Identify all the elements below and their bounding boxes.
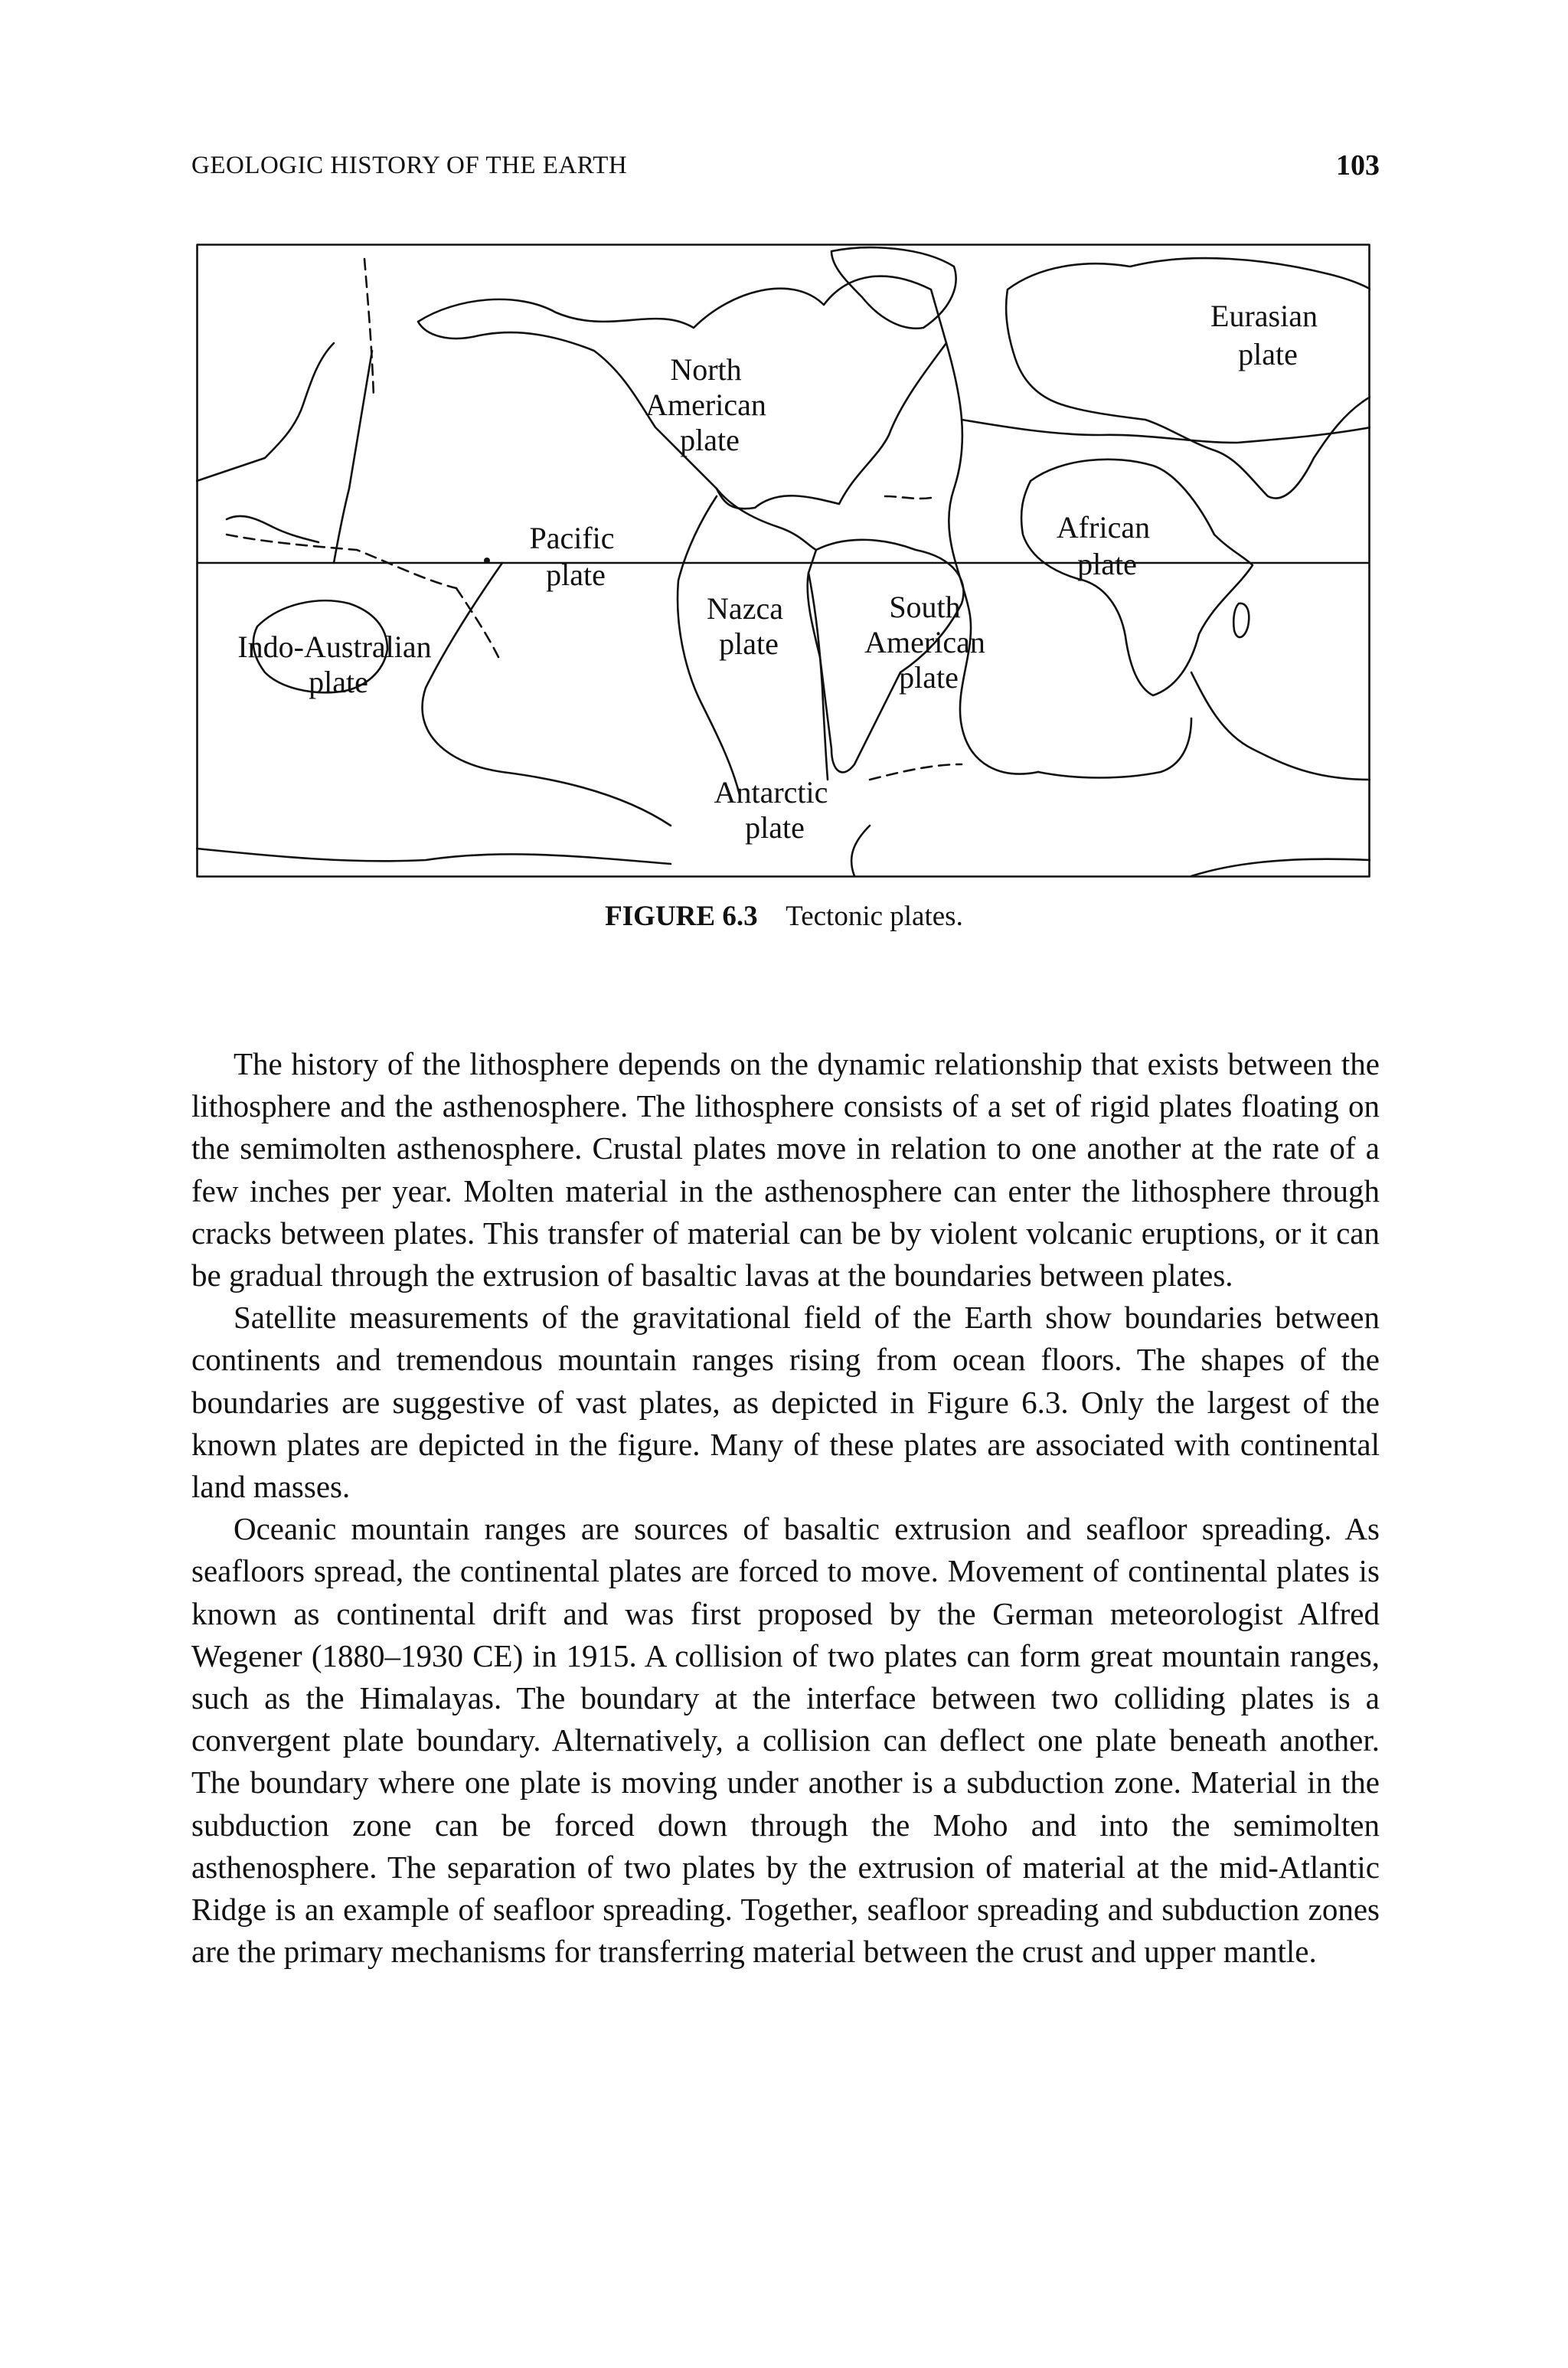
figure-caption: [0, 900, 1568, 933]
boundary-pacific-south: [423, 563, 671, 826]
label-south-american: South American plate: [864, 590, 985, 695]
page-number: 103: [1336, 149, 1380, 182]
figure-caption-text: Tectonic plates.: [786, 901, 963, 932]
boundary-trench-east-asia: [364, 259, 374, 397]
world-map: [196, 244, 1370, 878]
boundary-pacific-west: [334, 351, 372, 563]
boundary-mid-atlantic: [946, 343, 1038, 774]
boundary-indian-ridge: [1191, 672, 1370, 780]
label-north-american: North American plate: [645, 352, 766, 457]
boundary-scotia-arc: [870, 764, 962, 780]
label-nazca: Nazca plate: [707, 591, 783, 661]
paragraph-2: Satellite measurements of the gravitational field of the Earth show boundaries between continents and tremendous mountain ranges rising from ocean floors. The shapes of the boundaries are suggestive of vast plates, as depicted in Figure 6.3. Only the largest of the known plates are depicted in the figure. Many of these plates are associated with continental land masses.: [191, 1300, 1380, 1505]
east-asia-coast: [197, 343, 334, 542]
label-pacific: Pacific plate: [529, 521, 615, 592]
madagascar-coast: [1233, 603, 1249, 637]
boundary-trench-indonesia: [227, 535, 456, 588]
label-eurasian: Eurasian plate: [1210, 299, 1318, 371]
label-antarctic: Antarctic plate: [714, 775, 828, 845]
label-african: African plate: [1056, 510, 1151, 581]
body-text: [191, 1043, 1380, 1973]
label-indo-australian: Indo-Australian plate: [237, 630, 432, 699]
boundary-eurasia-africa: [962, 420, 1370, 443]
central-america-coast: [717, 489, 816, 550]
eurasia-coast: [1006, 258, 1370, 498]
boundary-african-south: [1038, 718, 1191, 778]
figure-number: FIGURE 6.3: [605, 901, 758, 932]
boundary-caribbean: [885, 496, 931, 499]
boundary-nazca-east: [808, 573, 828, 780]
paragraph-1: The history of the lithosphere depends on the dynamic relationship that exists between the lithosphere and the asthenosphere. The lithosphere consists of a set of rigid plates floating on the semimolten asthenosphere. Crustal plates move in relation to one another at the rate of a few inches per year. Molten material in the asthenosphere can enter the lithosphere through cracks between plates. This transfer of material can be by violent volcanic eruptions, or it can be gradual through the extrusion of basaltic lavas at the boundaries between plates.: [191, 1046, 1380, 1294]
running-head: [191, 149, 1380, 190]
tectonic-plates-figure: [196, 244, 1370, 878]
hawaii-dot: [484, 558, 490, 564]
africa-coast: [1021, 460, 1253, 695]
running-title: GEOLOGIC HISTORY OF THE EARTH: [191, 152, 628, 179]
paragraph-3: Oceanic mountain ranges are sources of basaltic extrusion and seafloor spreading. As seafloors spread, the continental plates are forced to move. Movement of continental plates is known as continental drift and was first proposed by the German meteorologist Alfred Wegener (1880–1930 CE) in 1915. A collision of two plates can form great mountain ranges, such as the Himalayas. The boundary at the interface between two colliding plates is a convergent plate boundary. Alternatively, a collision can deflect one plate beneath another. The boundary where one plate is moving under another is a subduction zone. Material in the subduction zone can be forced down through the Moho and into the semimolten asthenosphere. The separation of two plates by the extrusion of material at the mid-Atlantic Ridge is an example of seafloor spreading. Together, seafloor spreading and subduction zones are the primary mechanisms for transferring material between the crust and upper mantle.: [191, 1511, 1380, 1970]
greenland-coast: [831, 247, 956, 329]
